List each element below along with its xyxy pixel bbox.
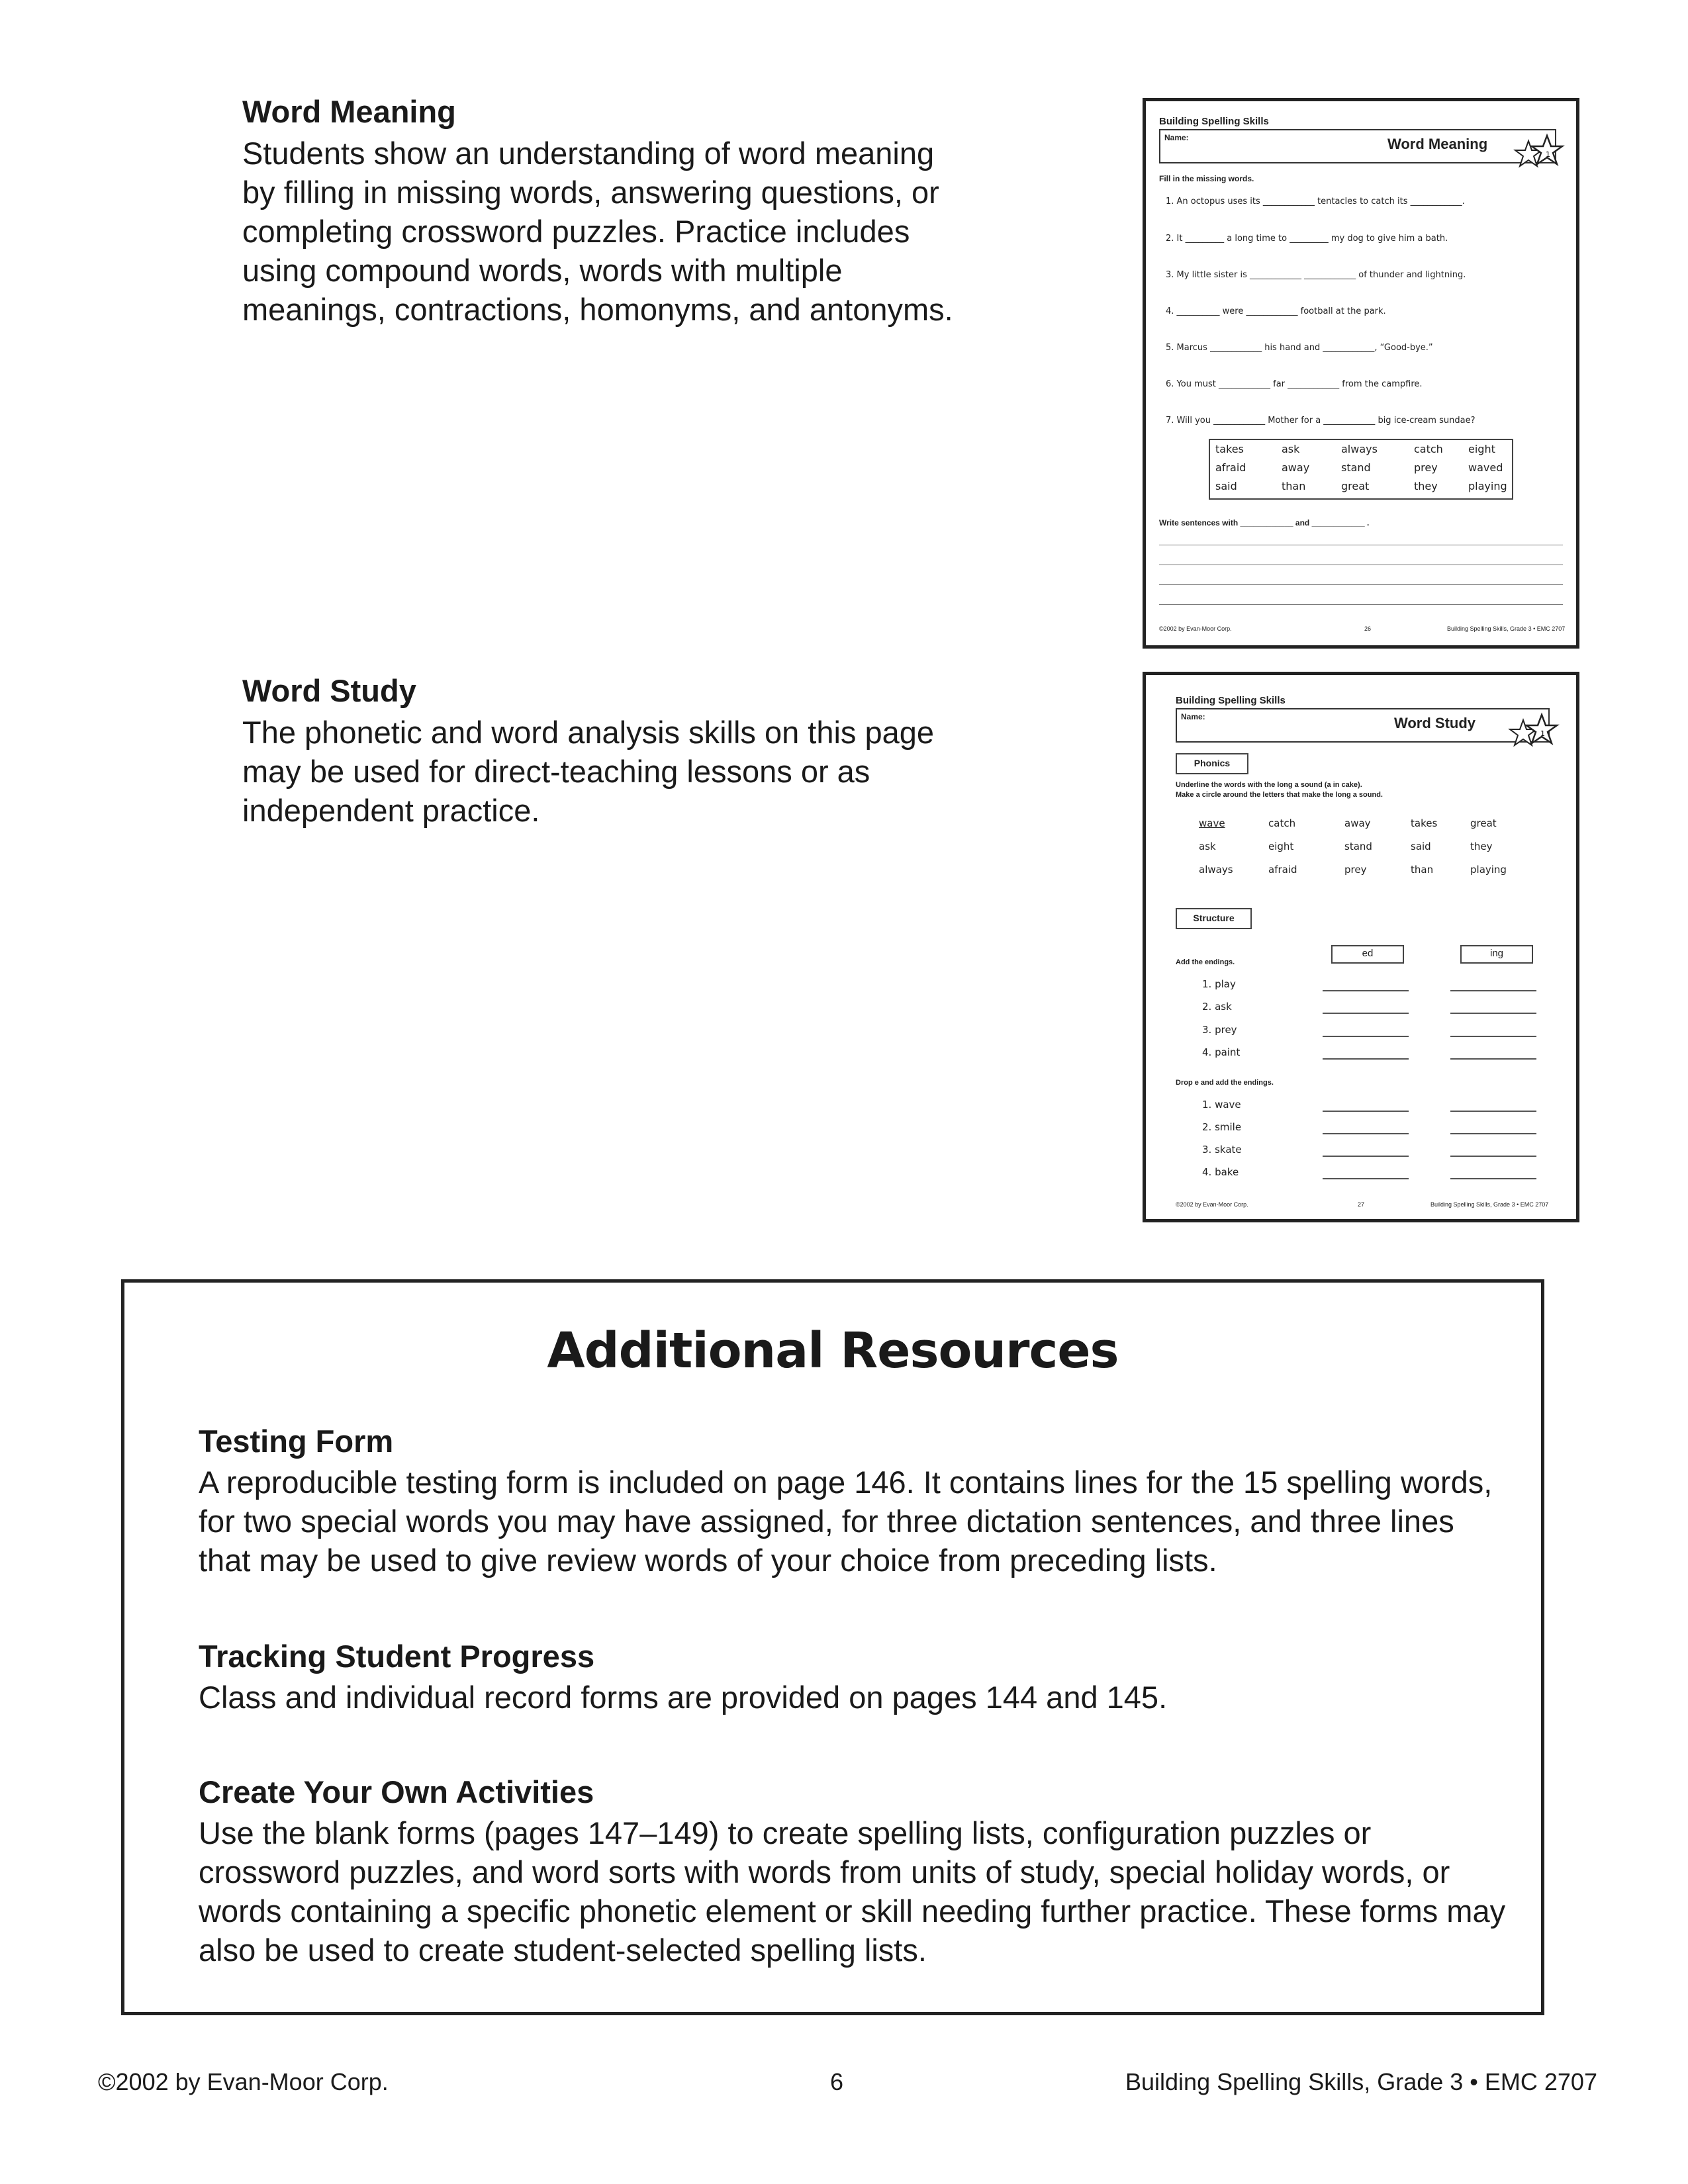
thumb2-header: Building Spelling Skills — [1176, 695, 1286, 706]
phonics-word: wave — [1199, 817, 1225, 829]
footer-copyright: ©2002 by Evan-Moor Corp. — [98, 2068, 389, 2095]
word-bank-word: great — [1341, 480, 1370, 492]
testing-form-section — [199, 1422, 1509, 1580]
thumb1-footer-right: Building Spelling Skills, Grade 3 • EMC 2707 — [1447, 625, 1566, 632]
thumb1-title: Word Meaning — [1387, 136, 1488, 152]
phonics-label: Phonics — [1176, 753, 1248, 774]
phonics-word: said — [1411, 841, 1431, 852]
phonics-word: eight — [1268, 841, 1294, 852]
structure-word: 4. bake — [1202, 1166, 1239, 1178]
testing-form-heading: Testing Form — [199, 1424, 394, 1459]
answer-line — [1450, 1178, 1536, 1179]
structure-label: Structure — [1176, 908, 1252, 929]
word-study-section — [242, 672, 970, 830]
ending-ed-box: ed — [1331, 945, 1404, 964]
word-meaning-section — [242, 93, 970, 329]
phonics-word: takes — [1411, 817, 1438, 829]
word-study-heading: Word Study — [242, 673, 416, 708]
word-bank-word: playing — [1468, 480, 1507, 492]
testing-form-body: A reproducible testing form is included on page 146. It contains lines for the 15 spelling words, for two special words you may have assigned, for three dictation sentences, and three lines that may be used to give review words of your choice from preceding lists. — [199, 1465, 1493, 1578]
tracking-body: Class and individual record forms are provided on pages 144 and 145. — [199, 1680, 1168, 1715]
word-bank-word: prey — [1414, 461, 1438, 474]
word-bank-word: said — [1215, 480, 1237, 492]
create-activities-heading: Create Your Own Activities — [199, 1774, 594, 1809]
footer-page-number: 6 — [830, 2068, 844, 2095]
phonics-word: playing — [1470, 864, 1507, 876]
additional-resources-title: Additional Resources — [547, 1322, 1119, 1379]
word-bank-word: always — [1341, 443, 1378, 455]
answer-line — [1323, 1036, 1409, 1037]
thumb1-footer-left: ©2002 by Evan-Moor Corp. — [1159, 625, 1232, 632]
answer-line — [1323, 1013, 1409, 1014]
footer-book-title: Building Spelling Skills, Grade 3 • EMC 2707 — [1125, 2068, 1597, 2095]
answer-line — [1450, 1036, 1536, 1037]
answer-line — [1323, 1111, 1409, 1112]
writing-line — [1159, 584, 1563, 585]
phonics-word: than — [1411, 864, 1434, 876]
answer-line — [1323, 1178, 1409, 1179]
thumb1-item: 1. An octopus uses its ____________ tentacles to catch its ____________. — [1166, 197, 1465, 206]
thumb2-name-box — [1176, 708, 1550, 743]
word-bank-word: than — [1282, 480, 1306, 492]
tracking-section — [199, 1637, 1509, 1717]
answer-line — [1323, 1156, 1409, 1157]
thumb2-footer-page: 27 — [1358, 1201, 1365, 1208]
answer-line — [1323, 990, 1409, 991]
additional-resources-box — [121, 1279, 1544, 2015]
word-bank-word: stand — [1341, 461, 1371, 474]
answer-line — [1323, 1058, 1409, 1060]
word-bank-word: ask — [1282, 443, 1300, 455]
structure-word: 2. ask — [1202, 1001, 1232, 1013]
structure-word: 3. skate — [1202, 1144, 1242, 1156]
word-bank-word: eight — [1468, 443, 1495, 455]
word-bank-word: takes — [1215, 443, 1244, 455]
svg-text:1: 1 — [1540, 729, 1545, 738]
thumb2-phonics-instruction: Underline the words with the long a sound (a in cake). — [1176, 781, 1362, 789]
writing-line — [1159, 604, 1563, 605]
ending-ing-box: ing — [1460, 945, 1533, 964]
phonics-word: catch — [1268, 817, 1296, 829]
structure-word: 4. paint — [1202, 1046, 1241, 1058]
thumb2-phonics-instruction: Make a circle around the letters that make the long a sound. — [1176, 791, 1383, 799]
phonics-word: away — [1344, 817, 1371, 829]
phonics-word: great — [1470, 817, 1497, 829]
word-meaning-heading: Word Meaning — [242, 94, 456, 129]
thumb1-item: 3. My little sister is ____________ ____________ of thunder and lightning. — [1166, 270, 1466, 280]
phonics-word: they — [1470, 841, 1493, 852]
star-icon — [1509, 133, 1568, 175]
phonics-word: ask — [1199, 841, 1216, 852]
thumb1-item: 7. Will you ____________ Mother for a ____________ big ice-cream sundae? — [1166, 416, 1476, 426]
structure-word: 3. prey — [1202, 1024, 1237, 1036]
thumb2-title: Word Study — [1394, 715, 1476, 731]
word-bank-word: afraid — [1215, 461, 1246, 474]
answer-line — [1450, 1013, 1536, 1014]
thumb1-word-bank — [1209, 439, 1513, 500]
word-bank-word: they — [1414, 480, 1438, 492]
word-study-worksheet-thumbnail — [1143, 672, 1579, 1222]
thumb1-name-box — [1159, 129, 1556, 163]
word-bank-word: waved — [1468, 461, 1503, 474]
thumb1-item: 6. You must ____________ far ____________ from the campfire. — [1166, 379, 1423, 389]
word-meaning-worksheet-thumbnail — [1143, 98, 1579, 649]
answer-line — [1450, 1111, 1536, 1112]
word-bank-word: catch — [1414, 443, 1443, 455]
structure-word: 2. smile — [1202, 1121, 1242, 1133]
thumb2-footer-right: Building Spelling Skills, Grade 3 • EMC 2707 — [1430, 1201, 1549, 1208]
phonics-word: stand — [1344, 841, 1372, 852]
word-meaning-body: Students show an understanding of word meaning by filling in missing words, answering questions, or completing crossword puzzles. Practice includes using compound words, words with multiple meanings, contractions, homonyms, and antonyms. — [242, 136, 953, 327]
answer-line — [1323, 1133, 1409, 1134]
thumb1-item: 4. __________ were ____________ football at the park. — [1166, 306, 1386, 316]
answer-line — [1450, 1156, 1536, 1157]
thumb1-item: 5. Marcus ____________ his hand and ____________, “Good-bye.” — [1166, 343, 1433, 353]
structure-word: 1. play — [1202, 978, 1236, 990]
create-activities-section — [199, 1772, 1509, 1970]
phonics-word: always — [1199, 864, 1233, 876]
thumb1-instruction: Fill in the missing words. — [1159, 174, 1254, 183]
thumb2-add-endings: Add the endings. — [1176, 958, 1235, 966]
answer-line — [1450, 1058, 1536, 1060]
word-study-body: The phonetic and word analysis skills on this page may be used for direct-teaching lessons or as independent practice. — [242, 715, 935, 828]
phonics-word: prey — [1344, 864, 1367, 876]
thumb1-footer-page: 26 — [1364, 625, 1372, 632]
thumb2-name-label: Name: — [1181, 712, 1205, 721]
word-bank-word: away — [1282, 461, 1310, 474]
thumb1-header: Building Spelling Skills — [1159, 116, 1269, 127]
tracking-heading: Tracking Student Progress — [199, 1639, 595, 1674]
star-icon — [1503, 712, 1563, 754]
structure-word: 1. wave — [1202, 1099, 1241, 1111]
answer-line — [1450, 1133, 1536, 1134]
thumb2-footer-left: ©2002 by Evan-Moor Corp. — [1176, 1201, 1248, 1208]
create-activities-body: Use the blank forms (pages 147–149) to create spelling lists, configuration puzzles or crossword puzzles, and word sorts with words from units of study, special holiday words, or words containing a specific phonetic element or skill needing further practice. These forms may also be used to create student-selected spelling lists. — [199, 1815, 1506, 1968]
svg-text:1: 1 — [1546, 150, 1550, 159]
thumb1-item: 2. It _________ a long time to _________ my dog to give him a bath. — [1166, 234, 1448, 244]
thumb1-write-sentences: Write sentences with ____________ and ____________ . — [1159, 518, 1370, 527]
thumb1-name-label: Name: — [1164, 133, 1189, 142]
phonics-word: afraid — [1268, 864, 1297, 876]
thumb2-drop-e: Drop e and add the endings. — [1176, 1079, 1274, 1087]
answer-line — [1450, 990, 1536, 991]
